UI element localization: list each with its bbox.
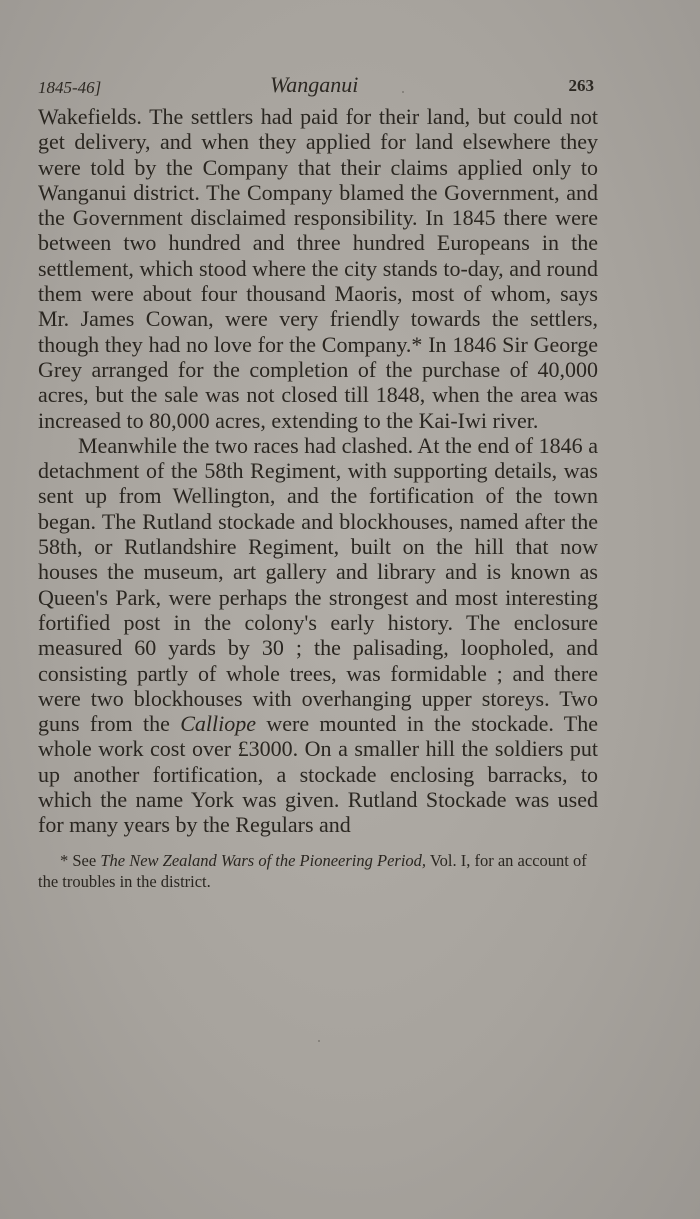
- running-head-title: Wanganui: [270, 72, 359, 97]
- paper-speck: [318, 1040, 320, 1042]
- paragraph-2-part-2: were mounted in the stockade. The whole work cost over £3000. On a smaller hill the soldiers put up another fortification, a stockade enclosing barracks, to which the name York was given. Rutland Stockade was used for many years by the Regulars and: [38, 711, 599, 838]
- body-text: [38, 104, 598, 838]
- running-head-years: 1845-46]: [38, 78, 102, 97]
- paragraph-2-part-1: Meanwhile the two races had clashed. At the end of 1846 a detachment of the 58th Regiment, with supporting details, was sent up from Wellington, and the fortification of the town began. The Rutland stockade and blockhouses, named after the 58th, or Rutlandshire Regiment, built on the hill that now houses the museum, art gallery and library and is known as Queen's Park, were perhaps the strongest and most interesting fortified post in the colony's early history. The enclosure measured 60 yards by 30 ; the palisading, loopholed, and consisting partly of whole trees, was formidable ; and there were two blockhouses with overhanging upper storeys. Two guns from the: [38, 432, 598, 737]
- footnote-title: The New Zealand Wars of the Pioneering Period,: [100, 850, 427, 870]
- page-number: 263: [568, 76, 594, 95]
- footnote: [38, 850, 598, 892]
- footnote-rest: Vol. I, for an account of the troubles in the district.: [38, 850, 587, 891]
- paragraph-1: Wakefields. The settlers had paid for their land, but could not get delivery, and when they applied for land elsewhere they were told by the Company that their claims applied only to Wanganui district. The Company blamed the Government, and the Government disclaimed responsibility. In 1845 there were between two hundred and three hundred Europeans in the settlement, which stood where the city stands to-day, and round them were about four thousand Maoris, most of whom, says Mr. James Cowan, were very friendly towards the settlers, though they had no love for the Company.* In 1846 Sir George Grey arranged for the completion of the purchase of 40,000 acres, but the sale was not closed till 1848, when the area was increased to 80,000 acres, extending to the Kai-Iwi river.: [38, 104, 598, 433]
- paper-speck: [402, 91, 404, 93]
- footnote-marker: * See: [60, 850, 97, 870]
- book-page: [38, 72, 598, 892]
- ship-name-calliope: Calliope: [180, 711, 256, 737]
- paragraph-2: [38, 433, 598, 838]
- running-head: [38, 72, 598, 104]
